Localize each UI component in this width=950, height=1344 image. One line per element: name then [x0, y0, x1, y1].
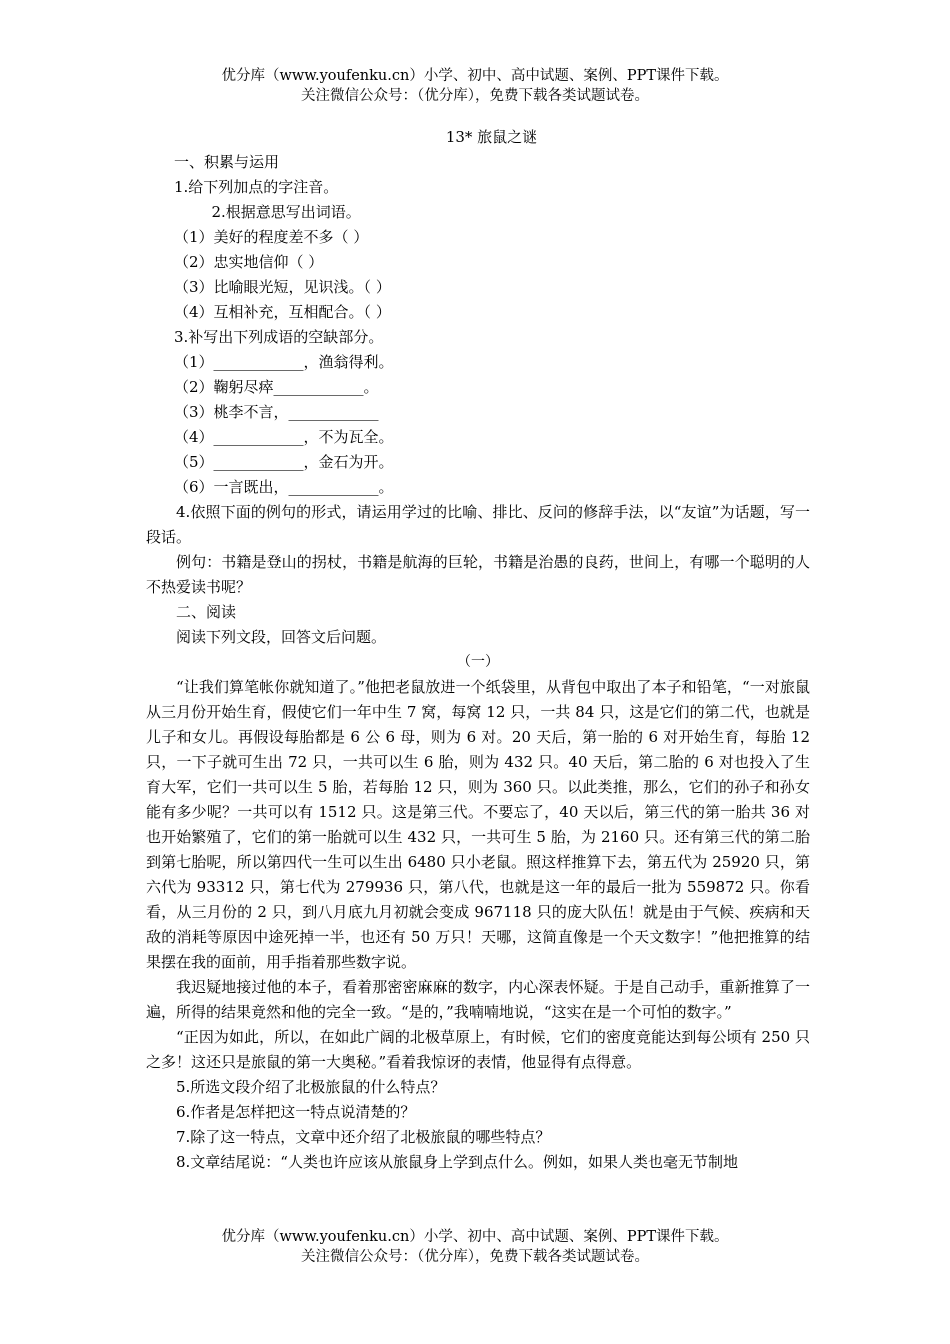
question-3-item: （1）____________，渔翁得利。 [174, 353, 394, 371]
question-4: 4.依照下面的例句的形式，请运用学过的比喻、排比、反问的修辞手法，以“友谊”为话题，写一段话。 [146, 503, 810, 546]
question-2-item: （4）互相补充，互相配合。（ ） [174, 303, 391, 321]
section-heading-reading: 二、阅读 [176, 603, 237, 621]
reading-question: 6.作者是怎样把这一特点说清楚的？ [176, 1103, 416, 1121]
header-line-1: 优分库（www.youfenku.cn）小学、初中、高中试题、案例、PPT课件下载。 [221, 68, 729, 84]
header-line-2: 关注微信公众号：（优分库），免费下载各类试题试卷。 [301, 88, 649, 104]
question-3-item: （3）桃李不言，____________ [174, 403, 379, 421]
question-3: 3.补写出下列成语的空缺部分。 [174, 328, 384, 346]
footer-line-1: 优分库（www.youfenku.cn）小学、初中、高中试题、案例、PPT课件下载。 [221, 1229, 729, 1245]
question-3-item: （4）____________，不为瓦全。 [174, 428, 394, 446]
reading-question: 7.除了这一特点，文章中还介绍了北极旅鼠的哪些特点？ [176, 1128, 551, 1146]
question-3-item: （2）鞠躬尽瘁____________。 [174, 378, 379, 396]
passage-paragraph: 我迟疑地接过他的本子，看着那密密麻麻的数字，内心深表怀疑。于是自己动手，重新推算了一遍，所得的结果竟然和他的完全一致。“是的，”我喃喃地说，“这实在是一个可怕的数字。” [146, 978, 810, 1021]
reading-question: 8.文章结尾说：“人类也许应该从旅鼠身上学到点什么。例如，如果人类也毫无节制地 [176, 1153, 738, 1171]
footer-line-2: 关注微信公众号：（优分库），免费下载各类试题试卷。 [301, 1249, 649, 1265]
passage-paragraph: “让我们算笔帐你就知道了。”他把老鼠放进一个纸袋里，从背包中取出了本子和铅笔，“一对旅鼠从三月份开始生育，假使它们一年中生 7 窝，每窝 12 只，一共 84 只，这是它们的第二代，也就是儿子和女儿。再假设每胎都是 6 公 6 母，则为 6 对。20 天后，第一胎的 6 对开始生育，每胎 12 只，一下子就可生出 72 只，一共可以生 6 胎，则为 432 只。40 天后，第二胎的 6 对也投入了生育大军，它们一共可以生 5 胎，若每胎 12 只，则为 360 只。以此类推，那么，它们的孙子和孙女能有多少呢？一共可以有 1512 只。这是第三代。不要忘了，40 天以后，第三代的第一胎共 36 对也开始繁殖了，它们的第一胎就可以生 432 只，一共可生 5 胎，为 2160 只。还有第三代的第二胎到第七胎呢，所以第四代一生可以生出 6480 只小老鼠。照这样推算下去，第五代为 25920 只，第六代为 93312 只，第七代为 279936 只，第八代，也就是这一年的最后一批为 559872 只。你看看，从三月份的 2 只，到八月底九月初就会变成 967118 只的庞大队伍！就是由于气候、疾病和天敌的消耗等原因中途死掉一半，也还有 50 万只！天哪，这简直像是一个天文数字！”他把推算的结果摆在我的面前，用手指着那些数字说。 [146, 678, 810, 971]
question-4-example: 例句：书籍是登山的拐杖，书籍是航海的巨轮，书籍是治愚的良药，世间上，有哪一个聪明的人不热爱读书呢？ [146, 553, 810, 596]
question-3-item: （5）____________，金石为开。 [174, 453, 394, 471]
reading-instruction: 阅读下列文段，回答文后问题。 [176, 628, 387, 646]
question-3-item: （6）一言既出，____________。 [174, 478, 394, 496]
document-title: 13* 旅鼠之谜 [445, 128, 538, 146]
page-header [0, 66, 950, 106]
question-2-item: （1）美好的程度差不多（ ） [174, 228, 369, 246]
document-body [174, 125, 809, 500]
section-heading-accumulation: 一、积累与运用 [174, 153, 280, 171]
page-footer [0, 1227, 950, 1267]
question-2: 2.根据意思写出词语。 [211, 203, 361, 221]
question-2-item: （2）忠实地信仰（ ） [174, 253, 324, 271]
question-1: 1.给下列加点的字注音。 [174, 178, 339, 196]
question-2-item: （3）比喻眼光短，见识浅。（ ） [174, 278, 391, 296]
document-body-wide [146, 500, 810, 1175]
passage-paragraph: “正因为如此，所以，在如此广阔的北极草原上，有时候，它们的密度竟能达到每公顷有 250 只之多！这还只是旅鼠的第一大奥秘。”看着我惊讶的表情，他显得有点得意。 [146, 1028, 810, 1071]
passage-part-label: （一） [457, 654, 499, 670]
reading-question: 5.所选文段介绍了北极旅鼠的什么特点？ [176, 1078, 446, 1096]
